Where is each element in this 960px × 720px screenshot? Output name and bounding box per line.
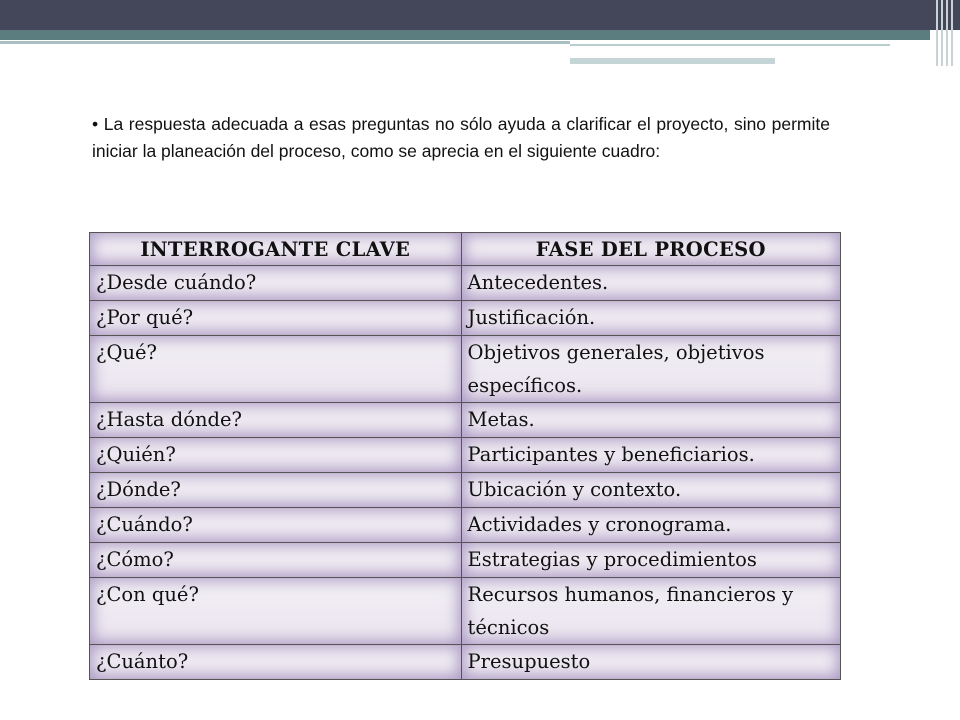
phase-cell: Presupuesto — [461, 645, 840, 680]
phase-cell: Estrategias y procedimientos — [461, 543, 840, 578]
question-cell: ¿Cuánto? — [90, 645, 462, 680]
phase-cell: Actividades y cronograma. — [461, 508, 840, 543]
bullet: • — [92, 114, 99, 134]
header-key-question: INTERROGANTE CLAVE — [90, 233, 462, 266]
question-cell: ¿Dónde? — [90, 473, 462, 508]
process-table — [89, 232, 841, 680]
header-process-phase: FASE DEL PROCESO — [461, 233, 840, 266]
table-header-row — [90, 233, 841, 266]
phase-cell: Antecedentes. — [461, 266, 840, 301]
header-accent-line — [0, 41, 570, 44]
question-cell: ¿Cuándo? — [90, 508, 462, 543]
intro-paragraph — [92, 111, 830, 165]
header-bar-dark — [0, 0, 960, 30]
table-row — [90, 266, 841, 301]
phase-cell: Metas. — [461, 403, 840, 438]
question-cell: ¿Qué? — [90, 336, 462, 403]
table-row — [90, 543, 841, 578]
table-row — [90, 645, 841, 680]
header-bar-teal — [0, 30, 930, 40]
question-cell: ¿Quién? — [90, 438, 462, 473]
table-row — [90, 508, 841, 543]
phase-cell: Objetivos generales, objetivos específicos. — [461, 336, 840, 403]
phase-cell: Participantes y beneficiarios. — [461, 438, 840, 473]
table-row — [90, 336, 841, 403]
intro-text: La respuesta adecuada a esas preguntas no sólo ayuda a clarificar el proyecto, sino permite iniciar la planeación del proceso, como se aprecia en el siguiente cuadro: — [92, 114, 830, 161]
phase-cell: Ubicación y contexto. — [461, 473, 840, 508]
table-row — [90, 473, 841, 508]
phase-cell: Justificación. — [461, 301, 840, 336]
question-cell: ¿Cómo? — [90, 543, 462, 578]
table-row — [90, 403, 841, 438]
header-accent-line — [570, 44, 890, 46]
table-row — [90, 438, 841, 473]
question-cell: ¿Hasta dónde? — [90, 403, 462, 438]
header-stripes — [930, 0, 960, 66]
question-cell: ¿Desde cuándo? — [90, 266, 462, 301]
question-cell: ¿Con qué? — [90, 578, 462, 645]
table-row — [90, 301, 841, 336]
table-row — [90, 578, 841, 645]
header-accent-line — [570, 58, 775, 64]
phase-cell: Recursos humanos, financieros y técnicos — [461, 578, 840, 645]
question-cell: ¿Por qué? — [90, 301, 462, 336]
